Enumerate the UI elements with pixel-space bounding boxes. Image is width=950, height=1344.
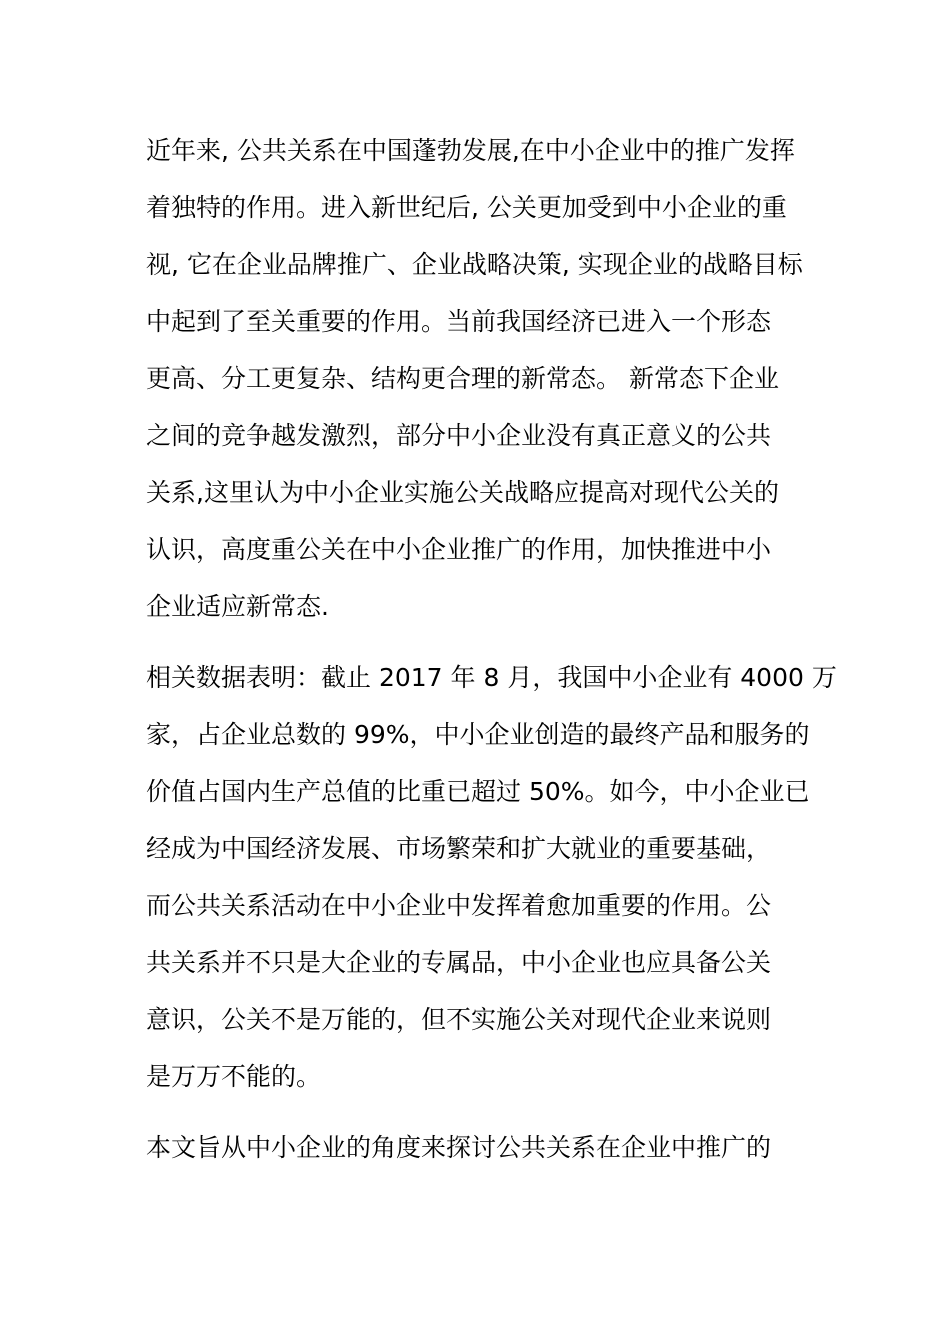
paragraph-line: 本文旨从中小企业的角度来探讨公共关系在企业中推广的 [146, 1133, 772, 1162]
paragraph-line: 共关系并不只是大企业的专属品，中小企业也应具备公关 [146, 948, 772, 977]
paragraph-line: 之间的竞争越发激烈，部分中小企业没有真正意义的公共 [146, 421, 772, 450]
paragraph-line: 家，占企业总数的 99%，中小企业创造的最终产品和服务的 [146, 720, 810, 749]
paragraph-line: 意识，公关不是万能的，但不实施公关对现代企业来说则 [146, 1005, 772, 1034]
paragraph-line: 价值占国内生产总值的比重已超过 50%。如今，中小企业已 [146, 777, 810, 806]
paragraph-line: 而公共关系活动在中小企业中发挥着愈加重要的作用。公 [146, 891, 772, 920]
paragraph-line: 企业适应新常态. [146, 592, 329, 621]
paragraph-line: 认识，高度重公关在中小企业推广的作用，加快推进中小 [146, 535, 772, 564]
paragraph-line: 关系,这里认为中小企业实施公关战略应提高对现代公关的 [146, 478, 779, 507]
paragraph-line: 经成为中国经济发展、市场繁荣和扩大就业的重要基础， [146, 834, 772, 863]
paragraph-line: 更高、分工更复杂、结构更合理的新常态。 新常态下企业 [146, 364, 779, 393]
paragraph-line: 中起到了至关重要的作用。当前我国经济已进入一个形态 [146, 307, 772, 336]
paragraph-line: 近年来, 公共关系在中国蓬勃发展,在中小企业中的推广发挥 [146, 136, 795, 165]
paragraph-line: 是万万不能的。 [146, 1062, 322, 1091]
paragraph-line: 着独特的作用。进入新世纪后, 公关更加受到中小企业的重 [146, 193, 787, 222]
paragraph-line: 相关数据表明：截止 2017 年 8 月，我国中小企业有 4000 万 [146, 663, 837, 692]
paragraph-line: 视, 它在企业品牌推广、企业战略决策, 实现企业的战略目标 [146, 250, 803, 279]
